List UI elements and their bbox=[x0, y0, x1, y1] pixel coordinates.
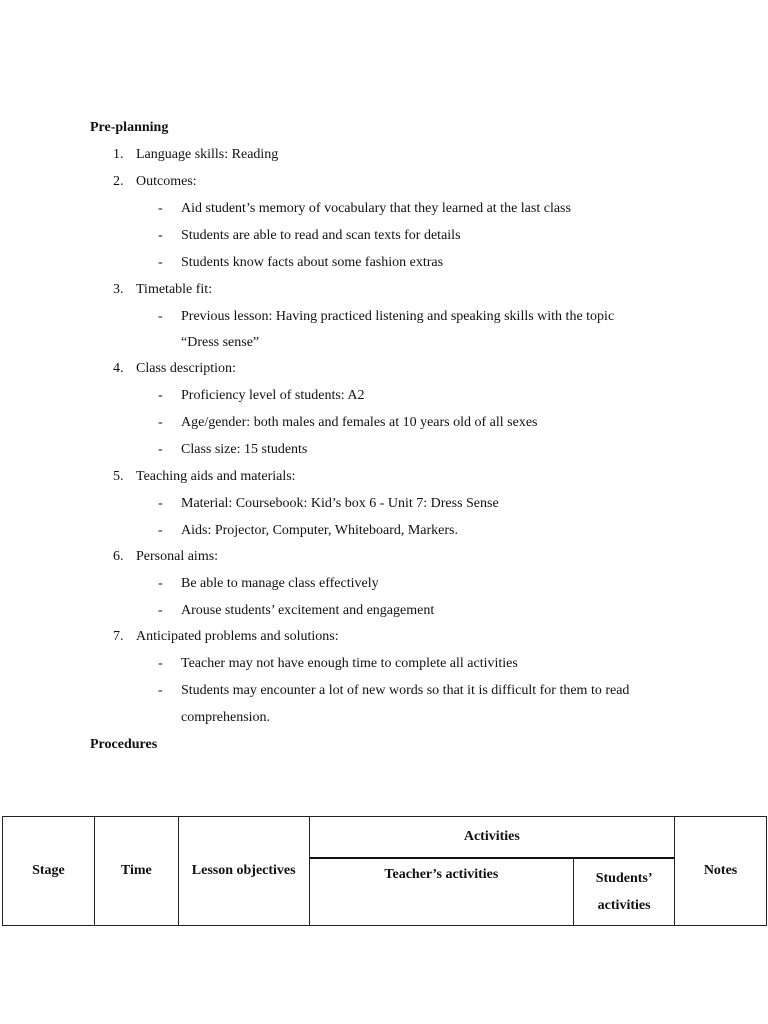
bullet-dash: - bbox=[158, 683, 163, 698]
item-number: 1. bbox=[113, 147, 124, 162]
sub-item-text: Class size: 15 students bbox=[181, 442, 308, 457]
procedures-heading: Procedures bbox=[90, 737, 158, 752]
bullet-dash: - bbox=[158, 523, 163, 538]
header-students-activities bbox=[574, 858, 675, 926]
header-activities: Activities bbox=[309, 817, 674, 859]
item-number: 2. bbox=[113, 174, 124, 189]
header-stage: Stage bbox=[3, 817, 95, 926]
sub-item-text: comprehension. bbox=[181, 710, 271, 725]
item-number: 4. bbox=[113, 361, 124, 376]
item-text: Outcomes: bbox=[136, 174, 197, 189]
header-time: Time bbox=[94, 817, 178, 926]
bullet-dash: - bbox=[158, 415, 163, 430]
students-activities-line-2: activities bbox=[597, 898, 651, 913]
bullet-dash: - bbox=[158, 442, 163, 457]
sub-item-text: Arouse students’ excitement and engagement bbox=[181, 603, 435, 618]
item-number: 6. bbox=[113, 549, 124, 564]
item-text: Personal aims: bbox=[136, 549, 219, 564]
bullet-dash: - bbox=[158, 309, 163, 324]
sub-item-text: “Dress sense” bbox=[181, 335, 260, 350]
sub-item-text: Aids: Projector, Computer, Whiteboard, Markers. bbox=[181, 523, 459, 538]
header-notes: Notes bbox=[675, 817, 767, 926]
header-lesson-objectives: Lesson objectives bbox=[178, 817, 309, 926]
item-text: Anticipated problems and solutions: bbox=[136, 629, 339, 644]
bullet-dash: - bbox=[158, 496, 163, 511]
bullet-dash: - bbox=[158, 388, 163, 403]
bullet-dash: - bbox=[158, 656, 163, 671]
bullet-dash: - bbox=[158, 603, 163, 618]
item-text: Teaching aids and materials: bbox=[136, 469, 296, 484]
bullet-dash: - bbox=[158, 201, 163, 216]
bullet-dash: - bbox=[158, 576, 163, 591]
sub-item-text: Material: Coursebook: Kid’s box 6 - Unit 7: Dress Sense bbox=[181, 496, 499, 511]
procedures-table bbox=[2, 816, 767, 926]
sub-item-text: Be able to manage class effectively bbox=[181, 576, 379, 591]
sub-item-text: Students know facts about some fashion extras bbox=[181, 255, 444, 270]
preplanning-heading: Pre-planning bbox=[90, 120, 169, 135]
sub-item-text: Age/gender: both males and females at 10 years old of all sexes bbox=[181, 415, 538, 430]
item-number: 7. bbox=[113, 629, 124, 644]
students-activities-line-1: Students’ bbox=[595, 871, 653, 886]
sub-item-text: Proficiency level of students: A2 bbox=[181, 388, 365, 403]
sub-item-text: Previous lesson: Having practiced listening and speaking skills with the topic bbox=[181, 309, 615, 324]
item-text: Timetable fit: bbox=[136, 282, 213, 297]
item-text: Language skills: Reading bbox=[136, 147, 279, 162]
item-number: 5. bbox=[113, 469, 124, 484]
bullet-dash: - bbox=[158, 255, 163, 270]
item-text: Class description: bbox=[136, 361, 236, 376]
sub-item-text: Students may encounter a lot of new words so that it is difficult for them to read bbox=[181, 683, 630, 698]
header-teachers-activities: Teacher’s activities bbox=[309, 858, 574, 926]
sub-item-text: Students are able to read and scan texts for details bbox=[181, 228, 461, 243]
item-number: 3. bbox=[113, 282, 124, 297]
sub-item-text: Aid student’s memory of vocabulary that they learned at the last class bbox=[181, 201, 571, 216]
bullet-dash: - bbox=[158, 228, 163, 243]
sub-item-text: Teacher may not have enough time to complete all activities bbox=[181, 656, 518, 671]
